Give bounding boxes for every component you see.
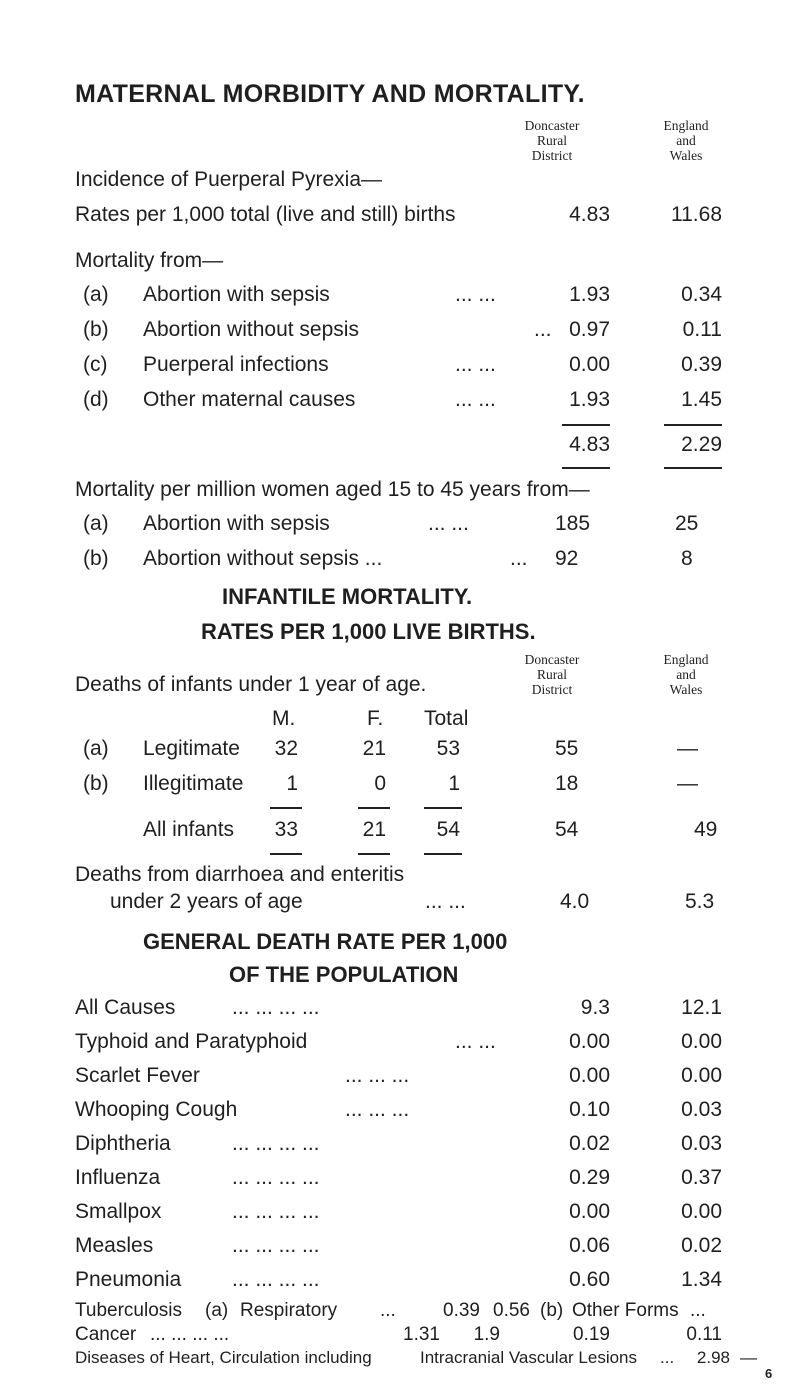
mortality-row-dots: ... — [534, 318, 552, 341]
col-header-total: Total — [424, 707, 469, 730]
general-row-england: 0.03 — [681, 1098, 722, 1121]
divider — [270, 853, 302, 855]
cancer-label: Cancer — [75, 1324, 137, 1345]
pyrexia-label: Rates per 1,000 total (live and still) births — [75, 203, 456, 226]
page-number: 6 — [765, 1366, 773, 1381]
col-header-doncaster-line3: District — [531, 148, 573, 163]
mortality-row-label: Abortion without sepsis — [143, 318, 359, 341]
col-header-england-line1: England — [663, 118, 709, 133]
col-header-england-line3: Wales — [669, 148, 703, 163]
mortality-row-england: 0.39 — [681, 353, 722, 376]
infant-all-female: 21 — [362, 818, 386, 841]
general-row-dots: ... ... ... ... — [232, 996, 320, 1019]
col-header-doncaster — [502, 118, 602, 163]
infant-deaths-heading: Deaths of infants under 1 year of age. — [75, 673, 427, 696]
tuberculosis-a-england: 0.56 — [493, 1300, 530, 1321]
mortality-row-letter: (d) — [83, 388, 109, 411]
general-row-dots: ... ... ... ... — [232, 1200, 320, 1223]
divider — [358, 853, 390, 855]
heart-england: — — [740, 1348, 757, 1367]
diarrhoea-doncaster: 4.0 — [560, 890, 590, 913]
tuberculosis-b-dots: ... — [690, 1300, 706, 1321]
col-header-doncaster-line3: District — [531, 682, 573, 697]
general-row-england: 0.03 — [681, 1132, 722, 1155]
mortality-row-doncaster: 1.93 — [569, 388, 610, 411]
heart-label-line2: Intracranial Vascular Lesions — [420, 1348, 638, 1367]
divider — [664, 424, 722, 426]
col-header-doncaster-line1: Doncaster — [524, 652, 580, 667]
per-million-row-doncaster: 185 — [555, 512, 591, 535]
col-header-female: F. — [367, 707, 384, 730]
col-header-england-line2: and — [676, 667, 696, 682]
general-row-doncaster: 0.00 — [569, 1064, 610, 1087]
general-row-label: Whooping Cough — [75, 1098, 238, 1121]
col-header-england — [646, 118, 726, 163]
mortality-row-england: 0.11 — [682, 318, 722, 341]
mortality-row-doncaster: 1.93 — [569, 283, 610, 306]
general-row-england: 0.37 — [681, 1166, 722, 1189]
col-header-doncaster — [502, 652, 602, 697]
per-million-row-england: 8 — [681, 547, 693, 570]
per-million-heading: Mortality per million women aged 15 to 45 years from— — [75, 478, 590, 501]
general-row-doncaster: 0.29 — [569, 1166, 610, 1189]
infant-row-letter: (a) — [83, 737, 109, 760]
mortality-row-label: Abortion with sepsis — [143, 283, 330, 306]
general-row-label: Smallpox — [75, 1200, 162, 1223]
page-title: MATERNAL MORBIDITY AND MORTALITY. — [75, 80, 585, 108]
divider — [562, 424, 610, 426]
infant-row-label: Illegitimate — [143, 772, 244, 795]
infant-all-male: 33 — [274, 818, 298, 841]
tuberculosis-a-doncaster: 0.39 — [443, 1300, 480, 1321]
infant-row-female: 21 — [362, 737, 386, 760]
general-row-england: 0.00 — [681, 1200, 722, 1223]
mortality-heading: Mortality from— — [75, 249, 224, 272]
general-subtitle: OF THE POPULATION — [229, 962, 459, 987]
infant-all-label: All infants — [143, 818, 235, 841]
per-million-row-dots: ... — [510, 547, 528, 570]
tuberculosis-b-england: 0.11 — [686, 1324, 722, 1345]
general-title: GENERAL DEATH RATE PER 1,000 — [143, 929, 508, 954]
general-row-doncaster: 0.60 — [569, 1268, 610, 1291]
infant-row-england: — — [677, 737, 698, 760]
diarrhoea-dots: ... ... — [425, 890, 466, 913]
general-row-england: 0.00 — [681, 1030, 722, 1053]
general-row-doncaster: 9.3 — [580, 996, 610, 1019]
infant-all-doncaster: 54 — [555, 818, 579, 841]
heart-dots: ... — [660, 1348, 675, 1367]
per-million-row-england: 25 — [675, 512, 699, 535]
col-header-doncaster-line1: Doncaster — [524, 118, 580, 133]
general-row-label: Pneumonia — [75, 1268, 182, 1291]
tuberculosis-a-letter: (a) — [205, 1300, 229, 1321]
general-row-label: Typhoid and Paratyphoid — [75, 1030, 308, 1053]
divider — [270, 807, 302, 809]
general-row-dots: ... ... ... ... — [232, 1268, 320, 1291]
mortality-row-label: Puerperal infections — [143, 353, 329, 376]
per-million-row-letter: (b) — [83, 547, 109, 570]
infantile-subtitle: RATES PER 1,000 LIVE BIRTHS. — [201, 619, 536, 644]
mortality-row-england: 1.45 — [681, 388, 722, 411]
cancer-england: 1.9 — [473, 1324, 500, 1345]
general-row-dots: ... ... ... ... — [232, 1132, 320, 1155]
divider — [562, 467, 610, 469]
general-row-doncaster: 0.00 — [569, 1030, 610, 1053]
infant-all-total: 54 — [436, 818, 460, 841]
col-header-doncaster-line2: Rural — [537, 667, 567, 682]
mortality-row-dots: ... ... — [455, 388, 496, 411]
per-million-row-letter: (a) — [83, 512, 109, 535]
pyrexia-heading: Incidence of Puerperal Pyrexia— — [75, 168, 382, 191]
pyrexia-england-value: 11.68 — [671, 203, 722, 226]
infant-row-total: 53 — [436, 737, 460, 760]
divider — [358, 807, 390, 809]
general-row-england: 0.00 — [681, 1064, 722, 1087]
mortality-row-letter: (b) — [83, 318, 109, 341]
mortality-row-letter: (c) — [83, 353, 108, 376]
tuberculosis-a-dots: ... — [380, 1300, 396, 1321]
diarrhoea-label-line2: under 2 years of age — [110, 890, 303, 913]
tuberculosis-label: Tuberculosis — [75, 1300, 183, 1321]
general-row-dots: ... ... — [455, 1030, 496, 1053]
cancer-dots: ... ... ... ... — [150, 1324, 230, 1345]
col-header-england-line1: England — [663, 652, 709, 667]
mortality-total-england: 2.29 — [681, 433, 722, 456]
infant-row-male: 32 — [274, 737, 298, 760]
infant-row-label: Legitimate — [143, 737, 240, 760]
per-million-row-dots: ... ... — [428, 512, 469, 535]
general-row-dots: ... ... ... — [345, 1098, 410, 1121]
mortality-row-dots: ... ... — [455, 283, 496, 306]
mortality-row-dots: ... ... — [455, 353, 496, 376]
tuberculosis-b-letter: (b) — [540, 1300, 564, 1321]
infantile-title: INFANTILE MORTALITY. — [222, 584, 473, 609]
general-row-doncaster: 0.06 — [569, 1234, 610, 1257]
tuberculosis-b-doncaster: 0.19 — [573, 1324, 610, 1345]
infant-row-doncaster: 18 — [555, 772, 579, 795]
infant-row-total: 1 — [448, 772, 460, 795]
general-row-label: Diphtheria — [75, 1132, 171, 1155]
infant-row-male: 1 — [286, 772, 298, 795]
divider — [424, 853, 462, 855]
per-million-row-label: Abortion with sepsis — [143, 512, 330, 535]
general-row-doncaster: 0.10 — [569, 1098, 610, 1121]
col-header-male: M. — [272, 707, 296, 730]
pyrexia-doncaster-value: 4.83 — [569, 203, 610, 226]
diarrhoea-label-line1: Deaths from diarrhoea and enteritis — [75, 863, 405, 886]
col-header-england-line2: and — [676, 133, 696, 148]
general-row-dots: ... ... ... ... — [232, 1234, 320, 1257]
col-header-england — [646, 652, 726, 697]
general-row-england: 0.02 — [681, 1234, 722, 1257]
general-row-label: Scarlet Fever — [75, 1064, 200, 1087]
per-million-row-label: Abortion without sepsis ... — [143, 547, 383, 570]
mortality-row-doncaster: 0.00 — [569, 353, 610, 376]
general-row-doncaster: 0.00 — [569, 1200, 610, 1223]
tuberculosis-b-label: Other Forms — [572, 1300, 679, 1321]
general-row-label: All Causes — [75, 996, 176, 1019]
divider — [664, 467, 722, 469]
col-header-england-line3: Wales — [669, 682, 703, 697]
mortality-row-england: 0.34 — [681, 283, 722, 306]
tuberculosis-a-label: Respiratory — [240, 1300, 338, 1321]
infant-row-england: — — [677, 772, 698, 795]
heart-label-line1: Diseases of Heart, Circulation including — [75, 1348, 372, 1367]
mortality-row-label: Other maternal causes — [143, 388, 356, 411]
infant-row-female: 0 — [374, 772, 386, 795]
mortality-row-doncaster: 0.97 — [569, 318, 610, 341]
general-row-label: Influenza — [75, 1166, 161, 1189]
general-row-label: Measles — [75, 1234, 154, 1257]
infant-row-letter: (b) — [83, 772, 109, 795]
col-header-doncaster-line2: Rural — [537, 133, 567, 148]
diarrhoea-england: 5.3 — [685, 890, 715, 913]
per-million-row-doncaster: 92 — [555, 547, 579, 570]
mortality-total-doncaster: 4.83 — [569, 433, 610, 456]
general-row-dots: ... ... ... ... — [232, 1166, 320, 1189]
general-row-dots: ... ... ... — [345, 1064, 410, 1087]
general-row-england: 1.34 — [681, 1268, 722, 1291]
mortality-row-letter: (a) — [83, 283, 109, 306]
infant-row-doncaster: 55 — [555, 737, 579, 760]
infant-all-england: 49 — [694, 818, 718, 841]
heart-doncaster: 2.98 — [696, 1348, 730, 1367]
general-row-england: 12.1 — [681, 996, 722, 1019]
divider — [424, 807, 462, 809]
general-row-doncaster: 0.02 — [569, 1132, 610, 1155]
cancer-doncaster: 1.31 — [403, 1324, 440, 1345]
